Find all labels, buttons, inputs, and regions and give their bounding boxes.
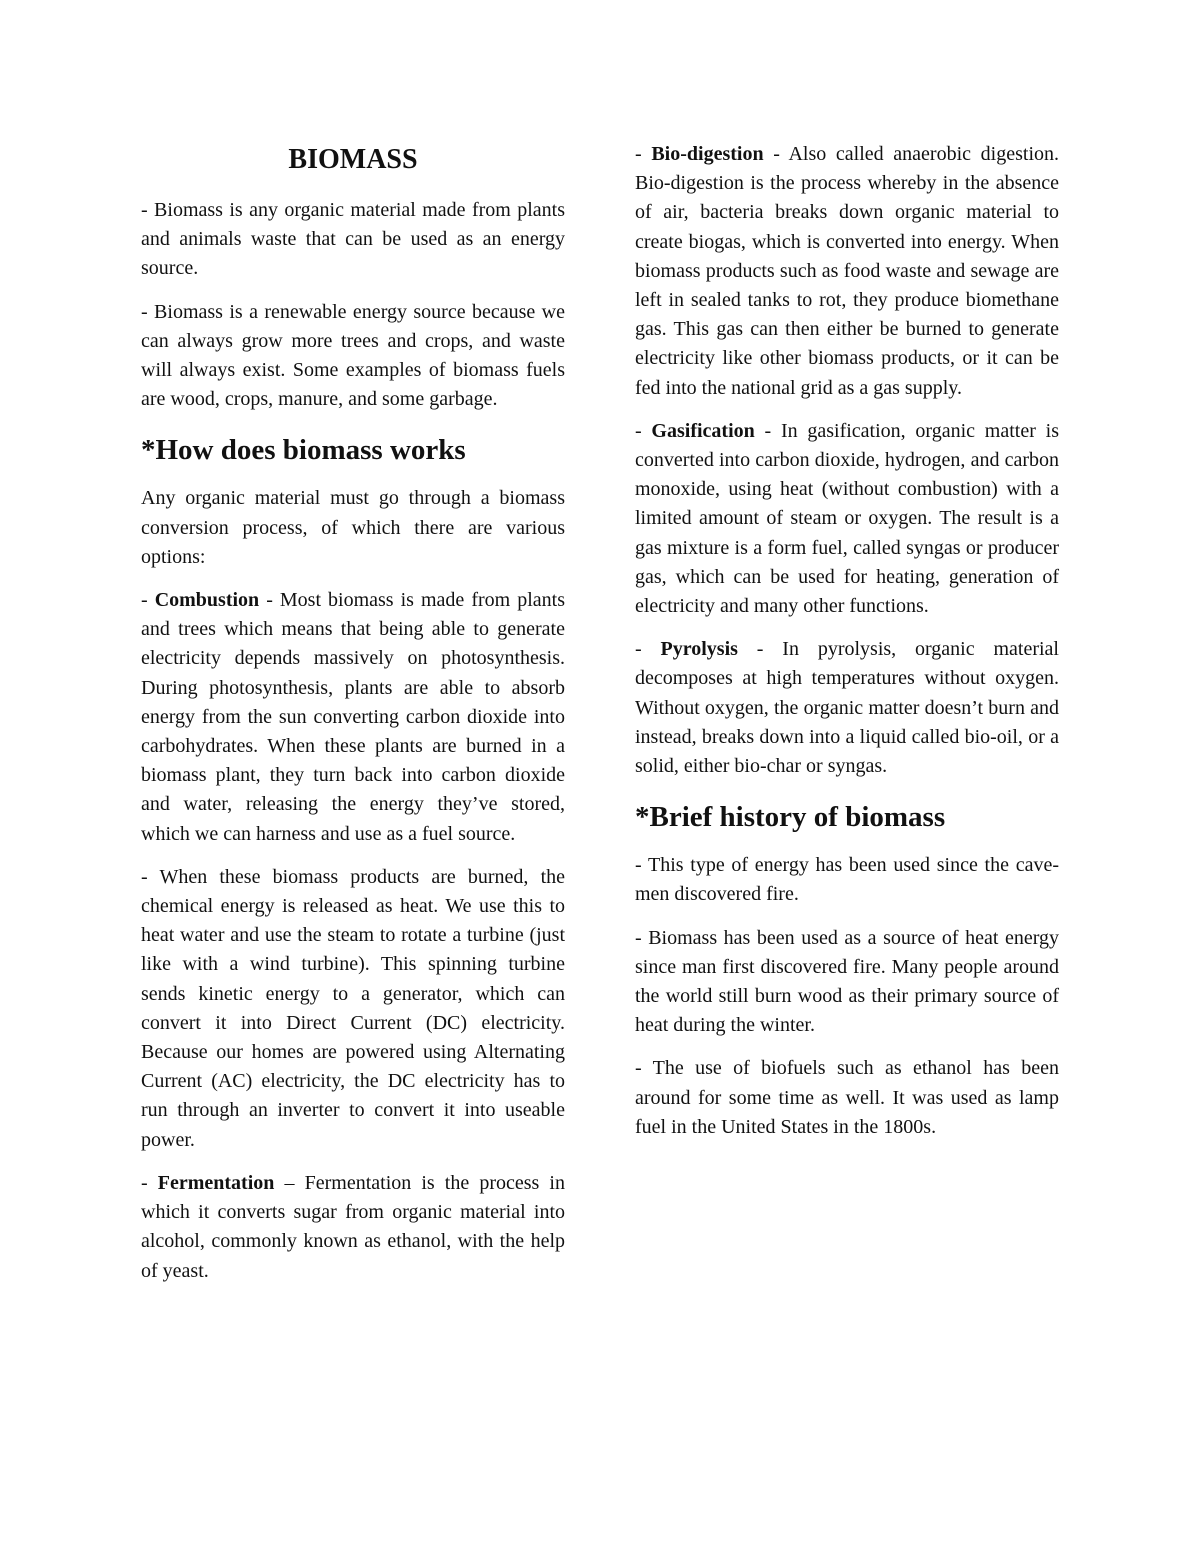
how-intro-paragraph: Any organic material must go through a biomass conversion process, of which there are various options: <box>141 487 565 568</box>
combustion-text: - Most biomass is made from plants and trees which means that being able to generate electricity depends massively on photosynthesis. During photosynthesis, plants are able to absorb energy from the sun converting carbon dioxide into carbohydrates. When these plants are burned in a biomass plant, they turn back into carbon dioxide and water, releasing the energy they’ve stored, which we can harness and use as a fuel source. <box>141 589 565 845</box>
biodigestion-prefix: - <box>635 143 652 165</box>
biodigestion-paragraph <box>635 140 1059 403</box>
fermentation-term: Fermentation <box>157 1171 275 1194</box>
right-column <box>635 140 1059 1156</box>
intro-paragraph-1: - Biomass is any organic material made from plants and animals waste that can be used as an energy source. <box>141 199 565 280</box>
document-title: BIOMASS <box>288 144 418 175</box>
combustion-paragraph <box>141 586 565 849</box>
history-paragraph-3: - The use of biofuels such as ethanol has been around for some time as well. It was used as lamp fuel in the United States in the 1800s. <box>635 1057 1059 1138</box>
fermentation-prefix: - <box>141 1171 158 1194</box>
combustion-continued-paragraph: - When these biomass products are burned, the chemical energy is released as heat. We use this to heat water and use the steam to rotate a turbine (just like with a wind turbine). This spinning turbine sends kinetic energy to a generator, which can convert it into Direct Current (DC) electricity. Because our homes are powered using Alternating Current (AC) electricity, the DC electricity has to run through an inverter to convert it into useable power. <box>141 865 565 1151</box>
fermentation-paragraph <box>141 1169 565 1286</box>
history-paragraph-1: - This type of energy has been used since the cave-men discovered fire. <box>635 854 1059 906</box>
how-it-works-heading: *How does biomass works <box>141 434 466 467</box>
combustion-prefix: - <box>141 589 155 612</box>
combustion-term: Combustion <box>154 589 260 612</box>
history-paragraph-2: - Biomass has been used as a source of heat energy since man first discovered fire. Many people around the world still burn wood as their primary source of heat during the winter. <box>635 926 1059 1037</box>
biodigestion-text: - Also called anaerobic digestion. Bio-digestion is the process whereby in the absence of air, bacteria breaks down organic material to create biogas, which is converted into energy. When biomass products such as food waste and sewage are left in sealed tanks to rot, they produce biomethane gas. This gas can then either be burned to generate electricity like other biomass products, or it can be fed into the national grid as a gas supply. <box>635 143 1059 399</box>
fermentation-text: – Fermentation is the process in which it converts sugar from organic material into alcohol, commonly known as ethanol, with the help of yeast. <box>141 1171 565 1282</box>
pyrolysis-paragraph <box>635 635 1059 781</box>
intro-paragraph-2: - Biomass is a renewable energy source because we can always grow more trees and crops, and waste will always exist. Some examples of biomass fuels are wood, crops, manure, and some garbage. <box>141 300 565 411</box>
pyrolysis-term: Pyrolysis <box>660 638 738 661</box>
pyrolysis-prefix: - <box>635 638 661 661</box>
left-column <box>141 140 565 1300</box>
gasification-term: Gasification <box>651 419 755 442</box>
history-heading: *Brief history of biomass <box>635 801 946 834</box>
pyrolysis-text: - In pyrolysis, organic material decomposes at high temperatures without oxygen. Without oxygen, the organic matter doesn’t burn and instead, breaks down into a liquid called bio-oil, or a solid, either bio-char or syngas. <box>635 638 1059 778</box>
biodigestion-term: Bio-digestion <box>651 143 764 165</box>
gasification-text: - In gasification, organic matter is converted into carbon dioxide, hydrogen, and carbon monoxide, using heat (without combustion) with a limited amount of steam or oxygen. The result is a gas mixture is a form fuel, called syngas or producer gas, which can be used for heating, generation of electricity and many other functions. <box>635 419 1059 618</box>
gasification-prefix: - <box>635 419 652 442</box>
gasification-paragraph <box>635 417 1059 621</box>
